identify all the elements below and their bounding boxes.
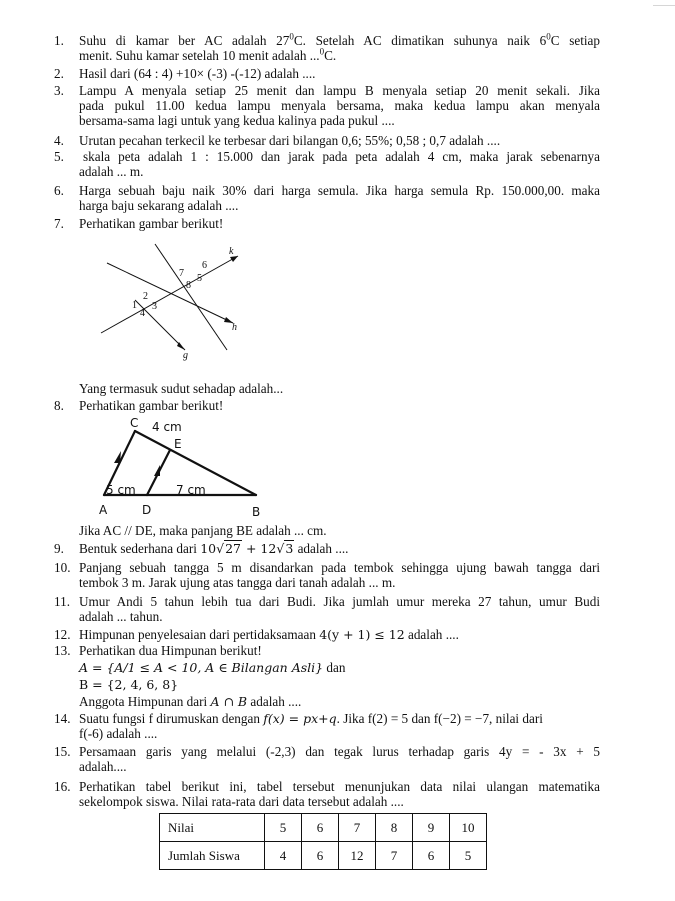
question-prompt: Anggota Himpunan dari A ∩ B adalah .... (79, 694, 302, 709)
question-text: Suhu di kamar ber AC adalah $27^0C$. Setelah AC dimatikan suhunya naik $6^0C$ setiap (79, 31, 600, 48)
question-text-line2: f(-6) adalah .... (79, 726, 158, 741)
question-text: Himpunan penyelesaian dari pertidaksamaan 4(y + 1) ≤ 12 adalah .... (79, 627, 459, 642)
question-text: Hasil dari (64 : 4) +10× (-3) -(-12) adalah .... (79, 66, 316, 81)
table-cell: 6 (302, 842, 339, 870)
table-cell: 9 (413, 814, 450, 842)
question-2 (54, 66, 600, 81)
question-number: 9. (54, 541, 64, 556)
question-15 (54, 744, 600, 774)
question-text-line2: harga baju sekarang adalah .... (79, 198, 239, 213)
point-c: C (130, 416, 139, 430)
question-number: 13. (54, 643, 71, 658)
question-13 (54, 643, 600, 709)
figure-transversal-lines (95, 238, 255, 368)
question-text-line2: adalah ... tahun. (79, 609, 163, 624)
question-text: Suatu fungsi f dirumuskan dengan f(x) = px+q. Jika f(2) = 5 dan f(−2) = −7, nilai dari (79, 711, 543, 726)
question-text-line2: tembok 3 m. Jarak ujung atas tangga dari tanah adalah ... m. (79, 575, 396, 590)
angle-7: 7 (179, 268, 184, 279)
question-8 (54, 398, 600, 413)
table-cell: 5 (450, 842, 487, 870)
angle-6: 6 (202, 260, 207, 271)
angle-4: 4 (140, 308, 145, 319)
question-text-line3: bersama-sama lagi untuk yang kedua kalinya pada pukul .... (79, 113, 395, 128)
question-14 (54, 711, 600, 741)
row-header: Jumlah Siswa (160, 842, 265, 870)
question-text-line2: adalah.... (79, 759, 127, 774)
question-text: Perhatikan gambar berikut! (79, 398, 224, 413)
question-text-line2: sekelompok siswa. Nilai rata-rata dari data tersebut adalah .... (79, 794, 404, 809)
question-5 (54, 149, 600, 179)
question-8-prompt: Jika AC // DE, maka panjang BE adalah ... cm. (79, 523, 327, 538)
question-number: 3. (54, 83, 64, 98)
label-h: h (232, 322, 237, 333)
question-text: Panjang sebuah tangga 5 m disandarkan pada tembok sehingga ujung bawah tangga dari (79, 560, 600, 575)
table-cell: 8 (376, 814, 413, 842)
line-h (107, 263, 233, 323)
table-cell: 7 (339, 814, 376, 842)
table-cell: 10 (450, 814, 487, 842)
question-1 (54, 33, 600, 63)
point-a: A (99, 503, 108, 517)
angle-3: 3 (152, 301, 157, 312)
angle-5: 5 (197, 273, 202, 284)
question-text: Perhatikan tabel berikut ini, tabel tersebut menunjukan data nilai ulangan matematika (79, 779, 600, 794)
table-cell: 5 (265, 814, 302, 842)
label-k: k (229, 246, 234, 257)
question-number: 8. (54, 398, 64, 413)
question-text: Perhatikan gambar berikut! (79, 216, 224, 231)
question-number: 6. (54, 183, 64, 198)
question-number: 15. (54, 744, 71, 759)
question-text-line2: adalah ... m. (79, 164, 144, 179)
row-header: Nilai (160, 814, 265, 842)
angle-8: 8 (186, 280, 191, 291)
question-11 (54, 594, 600, 624)
table-row (160, 842, 487, 870)
question-number: 11. (54, 594, 70, 609)
question-12 (54, 627, 600, 642)
question-text-line2: pada pukul 11.00 kedua lampu menyala bersama, maka kedua lampu akan menyala (79, 98, 600, 113)
table-cell: 6 (302, 814, 339, 842)
set-a: A = {A/1 ≤ A < 10, A ∈ Bilangan Asli} dan (79, 660, 346, 675)
line-k (101, 256, 238, 333)
question-10 (54, 560, 600, 590)
question-text: skala peta adalah 1 : 15.000 dan jarak pada peta adalah 4 cm, maka jarak sebenarnya (83, 149, 600, 164)
table-cell: 6 (413, 842, 450, 870)
table-cell: 4 (265, 842, 302, 870)
point-d: D (142, 503, 152, 517)
question-3 (54, 83, 600, 128)
question-text: Perhatikan dua Himpunan berikut! (79, 643, 262, 658)
question-9 (54, 541, 600, 556)
question-4 (54, 133, 600, 148)
question-text: Urutan pecahan terkecil ke terbesar dari bilangan 0,6; 55%; 0,58 ; 0,7 adalah .... (79, 133, 501, 148)
question-number: 14. (54, 711, 71, 726)
length-ce: 4 cm (152, 420, 182, 434)
parallel-arrow-ac-icon (114, 451, 121, 463)
question-text: Umur Andi 5 tahun lebih tua dari Budi. Jika jumlah umur mereka 27 tahun, umur Budi (79, 594, 600, 609)
question-text: Bentuk sederhana dari 10√27 + 12√3 adalah .... (79, 541, 349, 556)
question-number: 5. (54, 149, 64, 164)
point-e: E (174, 437, 182, 451)
length-db: 7 cm (176, 483, 206, 497)
parallel-arrow-de-icon (154, 465, 160, 476)
table-cell: 7 (376, 842, 413, 870)
question-number: 1. (54, 33, 64, 48)
question-number: 7. (54, 216, 64, 231)
question-number: 10. (54, 560, 71, 575)
question-text: Harga sebuah baju naik 30% dari harga semula. Jika harga semula Rp. 150.000,00. maka (79, 183, 600, 198)
question-number: 2. (54, 66, 64, 81)
table-row (160, 814, 487, 842)
page-corner-mark (653, 0, 675, 6)
figure-triangle (90, 414, 270, 522)
point-b: B (252, 505, 261, 519)
question-text: Lampu A menyala setiap 25 menit dan lampu B menyala setiap 20 menit sekali. Jika (79, 83, 600, 98)
question-7 (54, 216, 600, 231)
question-text-line2: menit. Suhu kamar setelah 10 menit adalah ...$^0$C. (79, 46, 337, 63)
angle-2: 2 (143, 291, 148, 302)
question-7-prompt: Yang termasuk sudut sehadap adalah... (79, 381, 284, 396)
question-text: Persamaan garis yang melalui (-2,3) dan tegak lurus terhadap garis 4y = - 3x + 5 (79, 744, 600, 759)
score-table (159, 813, 487, 870)
angle-1: 1 (132, 300, 137, 311)
set-b: B = {2, 4, 6, 8} (79, 677, 179, 692)
radical-expression: 10√27 + 12√3 (200, 541, 294, 556)
question-number: 16. (54, 779, 71, 794)
question-number: 4. (54, 133, 64, 148)
length-ad: 5 cm (106, 483, 136, 497)
question-6 (54, 183, 600, 213)
question-16 (54, 779, 600, 809)
table-cell: 12 (339, 842, 376, 870)
label-g: g (183, 350, 188, 361)
question-number: 12. (54, 627, 71, 642)
inequality: 4(y + 1) ≤ 12 (319, 627, 405, 642)
